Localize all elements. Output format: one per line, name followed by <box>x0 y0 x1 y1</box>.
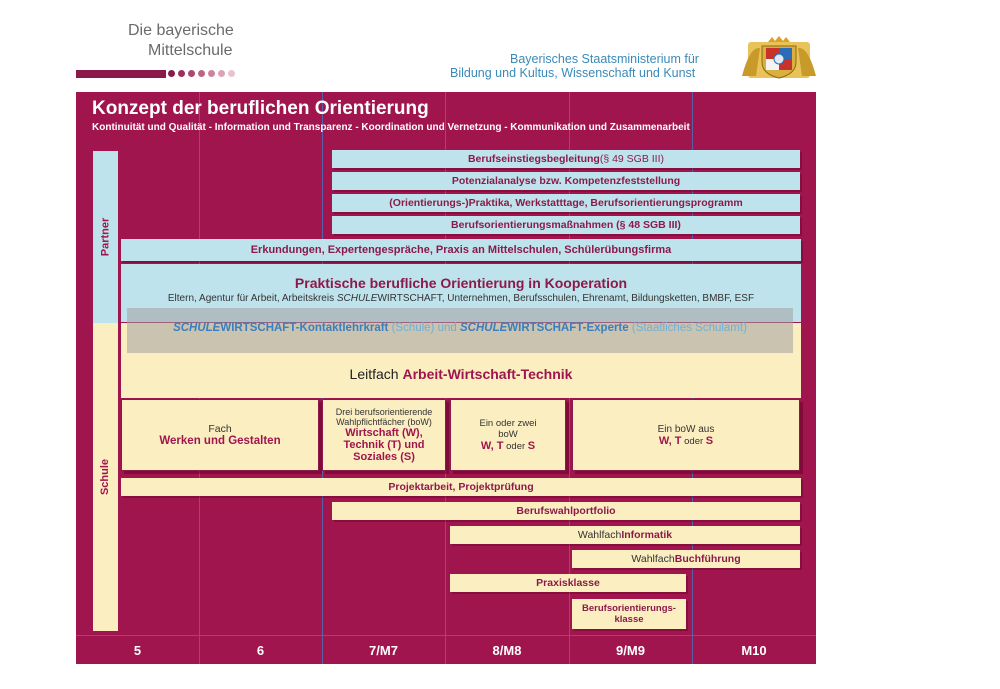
box2-bold1: Wirtschaft (W), <box>345 427 423 439</box>
box3-w: W, T <box>480 440 504 452</box>
logo-line2: Mittelschule <box>148 42 233 59</box>
kontakt-bold1: WIRTSCHAFT-Kontaktlehrkraft <box>220 322 389 334</box>
leitfach-name: Arbeit-Wirtschaft-Technik <box>402 366 573 382</box>
bar-potenzialanalyse: Potenzialanalyse bzw. Kompetenzfeststellung <box>332 172 800 190</box>
schule-side-label <box>93 323 118 631</box>
buchfuehrung-prefix: Wahlfach <box>631 553 675 565</box>
box1-line1: Fach <box>208 423 232 435</box>
logo-dot <box>208 70 215 77</box>
kooperation-subtitle <box>121 293 801 304</box>
bar-wahlfach-buchfuehrung <box>572 550 800 568</box>
box4-w: W, T <box>658 434 682 447</box>
box4-s: S <box>705 434 714 447</box>
year-label: M10 <box>741 642 767 658</box>
informatik-prefix: Wahlfach <box>577 529 622 541</box>
leitfach-prefix: Leitfach <box>349 366 403 382</box>
ministry-line1: Bayerisches Staatsministerium für <box>510 52 699 66</box>
logo-dot <box>168 70 175 77</box>
bo-klasse-line1: Berufsorientierungs- <box>582 603 676 614</box>
bar-berufsorientierungsklasse <box>572 599 686 629</box>
kooperation-sub-a: Eltern, Agentur für Arbeit, Arbeitskreis <box>167 293 337 304</box>
schule-label-text: Schule <box>99 458 112 496</box>
diagram-subtitle: Kontinuität und Qualität - Information und Transparenz - Koordination und Vernetzung - Kommunikation und Zusammenarbeit <box>92 122 690 133</box>
ministry-line2: Bildung und Kultus, Wissenschaft und Kunst <box>450 66 696 80</box>
box2-bold3: Soziales (S) <box>353 451 415 463</box>
bar-text-normal: (§ 49 SGB III) <box>599 153 665 165</box>
logo-dot <box>218 70 225 77</box>
box2-line2: Wahlpflichtfächer (boW) <box>336 417 432 427</box>
partner-label-text: Partner <box>99 217 112 257</box>
kontakt-italic2: SCHULE <box>459 322 508 334</box>
bar-berufswahlportfolio: Berufswahlportfolio <box>332 502 800 520</box>
box2-line1: Drei berufsorientierende <box>335 407 433 417</box>
bar-wahlfach-informatik <box>450 526 800 544</box>
year-label: 5 <box>133 642 142 658</box>
year-label: 8/M8 <box>492 642 522 658</box>
box2-bold2: Technik (T) und <box>343 439 425 451</box>
box3-line1: Ein oder zwei <box>479 418 537 429</box>
kooperation-sub-b: WIRTSCHAFT, Unternehmen, Berufsschulen, Ehrenamt, Bildungsketten, BMBF, ESF <box>377 293 755 304</box>
bar-text-bold: Berufseinstiegsbegleitung <box>467 153 600 165</box>
kontakt-bold2: WIRTSCHAFT-Experte <box>507 322 629 334</box>
kooperation-title: Praktische berufliche Orientierung in Kooperation <box>294 275 628 291</box>
kontakt-end: (Staatliches Schulamt) <box>628 322 747 334</box>
logo-line1: Die bayerische <box>128 22 234 39</box>
box3-oder: oder <box>503 441 528 452</box>
bar-berufsorientierungsmassnahmen: Berufsorientierungsmaßnahmen (§ 48 SGB III) <box>332 216 800 234</box>
bo-klasse-line2: klasse <box>614 614 644 625</box>
logo-bar <box>76 70 166 78</box>
year-label: 7/M7 <box>369 642 398 658</box>
partner-side-label <box>93 151 118 323</box>
logo-dot <box>198 70 205 77</box>
box4-oder: oder <box>681 435 706 447</box>
box1-line2: Werken und Gestalten <box>159 435 281 447</box>
informatik-name: Informatik <box>621 529 673 541</box>
box-ein-bow-aus <box>572 399 800 471</box>
year-label: 9/M9 <box>616 642 645 658</box>
diagram-title: Konzept der beruflichen Orientierung <box>92 98 429 119</box>
logo-dot <box>178 70 185 77</box>
box4-line1: Ein boW aus <box>657 423 715 435</box>
box-drei-bow <box>322 399 446 471</box>
logo-dot <box>188 70 195 77</box>
logo-dot <box>228 70 235 77</box>
bar-berufseinstiegsbegleitung <box>332 150 800 168</box>
kooperation-sub-italic: SCHULE <box>336 293 378 304</box>
box3-s: S <box>527 440 536 452</box>
bar-erkundungen: Erkundungen, Expertengespräche, Praxis an Mittelschulen, Schülerübungsfirma <box>121 239 801 261</box>
year-label: 6 <box>256 642 265 658</box>
bar-praktika: (Orientierungs-)Praktika, Werkstatttage, Berufsorientierungsprogramm <box>332 194 800 212</box>
buchfuehrung-name: Buchführung <box>674 553 741 565</box>
bar-projektarbeit: Projektarbeit, Projektprüfung <box>121 478 801 496</box>
bavarian-crest-icon <box>740 36 818 80</box>
kontakt-italic1: SCHULE <box>173 322 221 334</box>
box-ein-oder-zwei-bow <box>450 399 566 471</box>
bar-praxisklasse: Praxisklasse <box>450 574 686 592</box>
kontakt-text <box>127 322 793 334</box>
kontakt-mid: (Schule) und <box>388 322 460 334</box>
leitfach-text <box>121 366 801 382</box>
box-werken-gestalten <box>121 399 319 471</box>
box3-line2: boW <box>498 429 518 440</box>
